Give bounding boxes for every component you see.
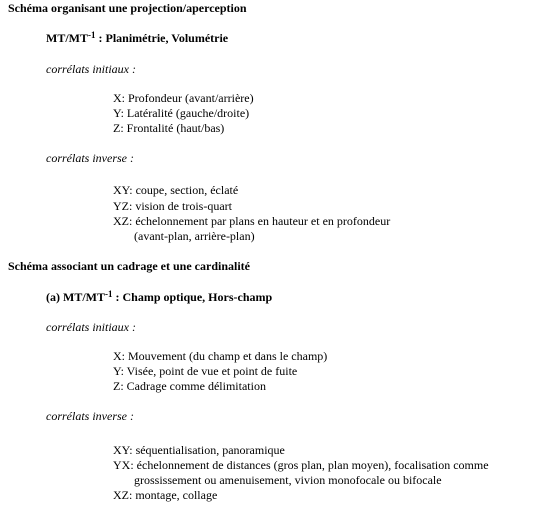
section2-initial-item-y: Y: Visée, point de vue et point de fuite [113, 364, 298, 378]
section1-inverse-item-xz: XZ: échelonnement par plans en hauteur et en profondeur [113, 214, 391, 228]
section2-inverse-item-xy: XY: séquentialisation, panoramique [113, 443, 285, 457]
section1-title: Schéma organisant une projection/aperception [8, 1, 247, 15]
section1-inverse-item-xz-cont: (avant-plan, arrière-plan) [134, 229, 255, 243]
section2-initial-item-z: Z: Cadrage comme délimitation [113, 379, 266, 393]
section1-inverse-heading: corrélats inverse : [46, 151, 134, 165]
section1-initial-item-z: Z: Frontalité (haut/bas) [113, 121, 225, 135]
section1-inverse-item-yz: YZ: vision de trois-quart [113, 199, 232, 213]
section1-subtitle-rest: : Planimétrie, Volumétrie [95, 31, 229, 45]
section2-inverse-item-yx: YX: échelonnement de distances (gros plan, plan moyen), focalisation comme [113, 458, 489, 472]
section1-subtitle-prefix: MT/MT [46, 31, 88, 45]
section2-subtitle-sup: -1 [105, 289, 113, 299]
section2-inverse-item-yx-cont: grossissement ou amenuisement, vivion monofocale ou bifocale [134, 473, 442, 487]
section2-initial-item-x: X: Mouvement (du champ et dans le champ) [113, 349, 328, 363]
section2-title: Schéma associant un cadrage et une cardinalité [8, 259, 250, 273]
section1-subtitle [46, 30, 228, 46]
section2-subtitle-rest: : Champ optique, Hors-champ [112, 290, 273, 304]
section2-subtitle-prefix: (a) MT/MT [46, 290, 105, 304]
section1-initial-item-x: X: Profondeur (avant/arrière) [113, 91, 254, 105]
section2-initial-heading: corrélats initiaux : [46, 320, 136, 334]
section1-initial-heading: corrélats initiaux : [46, 62, 136, 76]
section2-inverse-item-xz: XZ: montage, collage [113, 488, 218, 502]
section1-subtitle-sup: -1 [88, 30, 96, 40]
section1-initial-item-y: Y: Latéralité (gauche/droite) [113, 106, 250, 120]
section2-inverse-heading: corrélats inverse : [46, 409, 134, 423]
section1-inverse-item-xy: XY: coupe, section, éclaté [113, 183, 239, 197]
section2-subtitle [46, 289, 272, 305]
